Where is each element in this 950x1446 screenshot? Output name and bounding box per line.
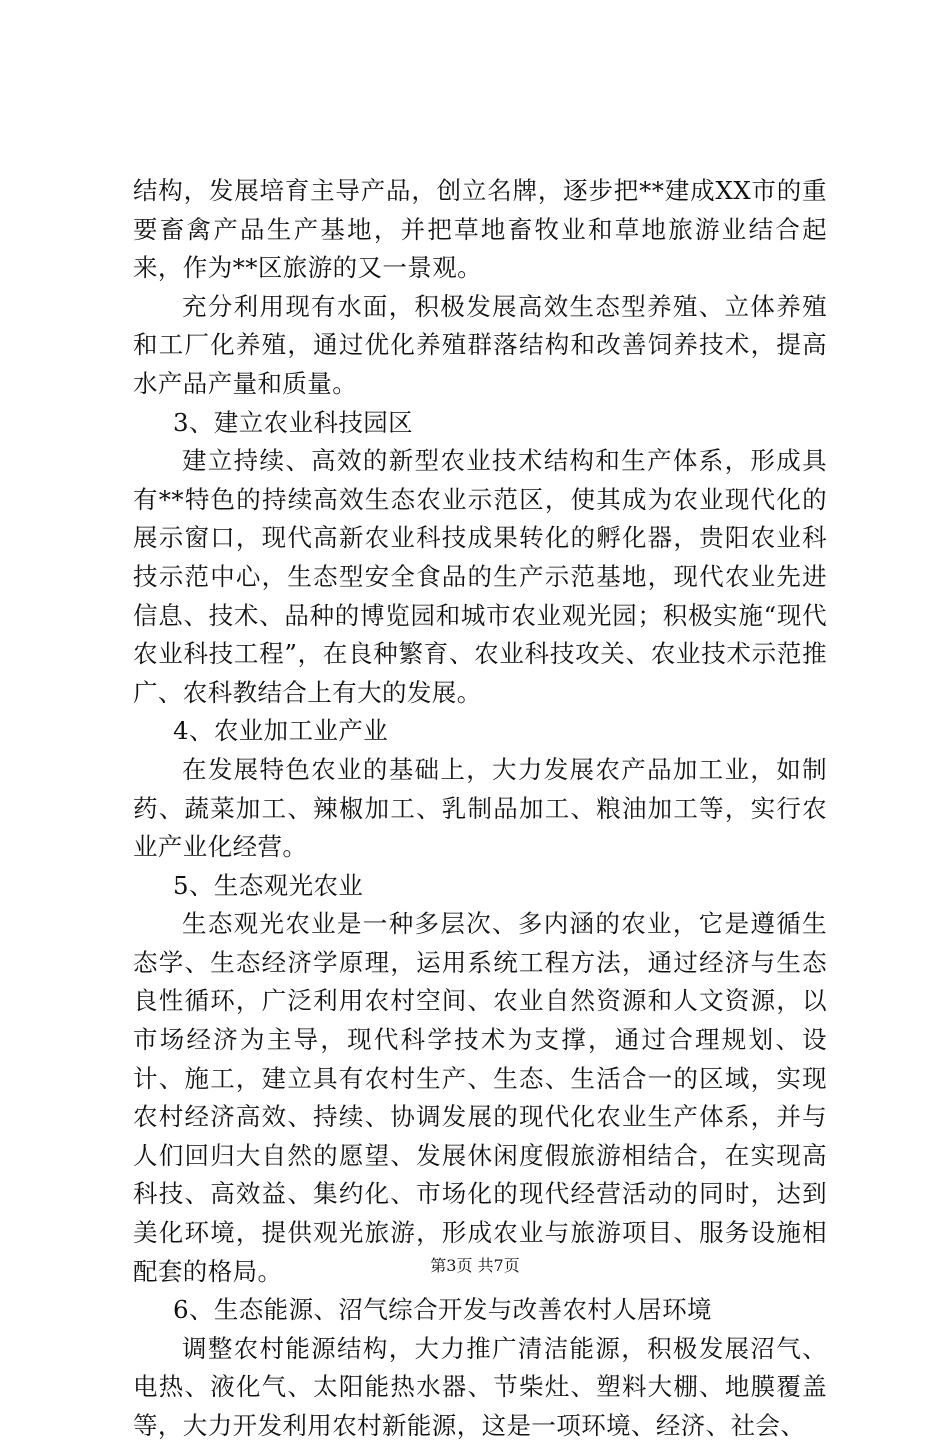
- paragraph-eco-tourism: 生态观光农业是一种多层次、多内涵的农业，它是遵循生态学、生态经济学原理，运用系统工程方法，通过经济与生态良性循环，广泛利用农村空间、农业自然资源和人文资源，以市场经济为主导，现代科学技术为支撑，通过合理规划、设计、施工，建立具有农村生产、生态、生活合一的区域，实现农村经济高效、持续、协调发展的现代化农业生产体系，并与人们回归大自然的愿望、发展休闲度假旅游相结合，在实现高科技、高效益、集约化、市场化的现代经营活动的同时，达到美化环境，提供观光旅游，形成农业与旅游项目、服务设施相配套的格局。: [133, 909, 827, 1286]
- paragraph-continuation: 结构，发展培育主导产品，创立名牌，逐步把**建成XX市的重要畜禽产品生产基地，并把草地畜牧业和草地旅游业结合起来，作为**区旅游的又一景观。: [133, 176, 827, 283]
- section-heading-3: 3、建立农业科技园区: [173, 407, 414, 437]
- section-heading-4: 4、农业加工业产业: [173, 716, 389, 746]
- page-footer: [0, 1256, 950, 1276]
- paragraph-processing: 在发展特色农业的基础上，大力发展农产品加工业，如制药、蔬菜加工、辣椒加工、乳制品加工、粮油加工等，实行农业产业化经营。: [133, 754, 827, 862]
- paragraph-tech-park: 建立持续、高效的新型农业技术结构和生产体系，形成具有**特色的持续高效生态农业示范区，使其成为农业现代化的展示窗口，现代高新农业科技成果转化的孵化器，贵阳农业科技示范中心，生态型安全食品的生产示范基地，现代农业先进信息、技术、品种的博览园和城市农业观光园；积极实施“现代农业科技工程”，在良种繁育、农业科技攻关、农业技术示范推广、农科教结合上有大的发展。: [133, 446, 827, 707]
- page-number-label: 第3页 共7页: [430, 1256, 520, 1275]
- section-heading-6: 6、生态能源、沼气综合开发与改善农村人居环境: [173, 1295, 712, 1325]
- paragraph-aquaculture: 充分利用现有水面，积极发展高效生态型养殖、立体养殖和工厂化养殖，通过优化养殖群落结构和改善饲养技术，提高水产品产量和质量。: [133, 291, 827, 398]
- document-body: [133, 172, 827, 1446]
- section-heading-5: 5、生态观光农业: [173, 870, 364, 900]
- paragraph-energy: 调整农村能源结构，大力推广清洁能源，积极发展沼气、电热、液化气、太阳能热水器、节柴灶、塑料大棚、地膜覆盖等，大力开发利用农村新能源，这是一项环境、经济、社会、: [133, 1333, 827, 1440]
